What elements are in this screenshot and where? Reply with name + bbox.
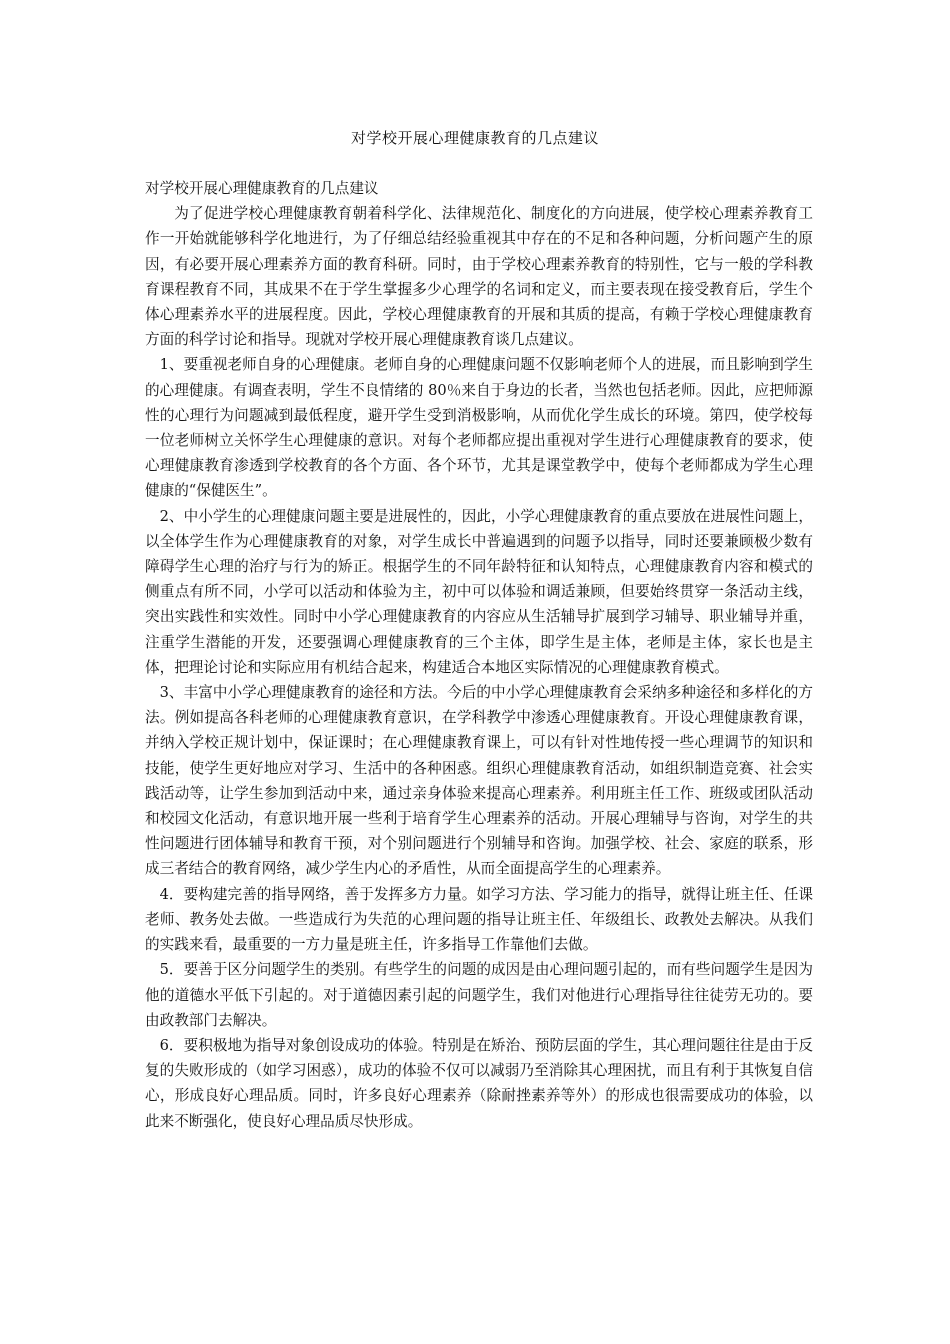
document-subtitle: 对学校开展心理健康教育的几点建议 bbox=[145, 180, 379, 197]
document-title: 对学校开展心理健康教育的几点建议 bbox=[350, 129, 599, 147]
suggestion-paragraph-5: 5．要善于区分问题学生的类别。有些学生的问题的成因是由心理问题引起的，而有些问题学生是因为他的道德水平低下引起的。对于道德因素引起的问题学生，我们对他进行心理指导往往徒劳无功的。要由政教部门去解决。 bbox=[145, 961, 813, 1029]
suggestion-paragraph-6: 6．要积极地为指导对象创设成功的体验。特别是在矫治、预防层面的学生，其心理问题往往是由于反复的失败形成的（如学习困惑），成功的体验不仅可以减弱乃至消除其心理困扰，而且有利于其恢复自信心，形成良好心理品质。同时，许多良好心理素养（除耐挫素养等外）的形成也很需要成功的体验，以此来不断强化，使良好心理品质尽快形成。 bbox=[145, 1036, 813, 1130]
suggestion-paragraph-4: 4．要构建完善的指导网络，善于发挥多方力量。如学习方法、学习能力的指导，就得让班主任、任课老师、教务处去做。一些造成行为失范的心理问题的指导让班主任、年级组长、政教处去解决。从我们的实践来看，最重要的一方力量是班主任，许多指导工作靠他们去做。 bbox=[145, 885, 813, 954]
intro-paragraph: 为了促进学校心理健康教育朝着科学化、法律规范化、制度化的方向进展，使学校心理素养教育工作一开始就能够科学化地进行，为了仔细总结经验重视其中存在的不足和各种问题，分析问题产生的原因，有必要开展心理素养方面的教育科研。同时，由于学校心理素养教育的特别性，它与一般的学科教育课程教育不同，其成果不在于学生掌握多少心理学的名词和定义，而主要表现在接受教育后，学生个体心理素养水平的进展程度。因此，学校心理健康教育的开展和其质的提高，有赖于学校心理健康教育方面的科学讨论和指导。现就对学校开展心理健康教育谈几点建议。 bbox=[145, 205, 813, 349]
suggestion-paragraph-2: 2、中小学生的心理健康问题主要是进展性的，因此，小学心理健康教育的重点要放在进展性问题上，以全体学生作为心理健康教育的对象，对学生成长中普遍遇到的问题予以指导，同时还要兼顾极少数有障碍学生心理的治疗与行为的矫正。根据学生的不同年龄特征和认知特点，心理健康教育内容和模式的侧重点有所不同，小学可以活动和体验为主，初中可以体验和调适兼顾，但要始终贯穿一条活动主线，突出实践性和实效性。同时中小学心理健康教育的内容应从生活辅导扩展到学习辅导、职业辅导并重，注重学生潜能的开发，还要强调心理健康教育的三个主体，即学生是主体，老师是主体，家长也是主体，把理论讨论和实际应用有机结合起来，构建适合本地区实际情况的心理健康教育模式。 bbox=[145, 507, 813, 676]
suggestion-paragraph-3: 3、丰富中小学心理健康教育的途径和方法。今后的中小学心理健康教育会采纳多种途径和多样化的方法。例如提高各科老师的心理健康教育意识，在学科教学中渗透心理健康教育。开设心理健康教育课，并纳入学校正规计划中，保证课时；在心理健康教育课上，可以有针对性地传授一些心理调节的知识和技能，使学生更好地应对学习、生活中的各种困惑。组织心理健康教育活动，如组织制造竞赛、社会实践活动等，让学生参加到活动中来，通过亲身体验来提高心理素养。利用班主任工作、班级或团队活动和校园文化活动，有意识地开展一些利于培育学生心理素养的活动。开展心理辅导与咨询，对学生的共性问题进行团体辅导和教育干预，对个别问题进行个别辅导和咨询。加强学校、社会、家庭的联系，形成三者结合的教育网络，减少学生内心的矛盾性，从而全面提高学生的心理素养。 bbox=[145, 684, 813, 878]
document-body bbox=[145, 176, 813, 1134]
suggestion-paragraph-1: 1、要重视老师自身的心理健康。老师自身的心理健康问题不仅影响老师个人的进展，而且影响到学生的心理健康。有调查表明，学生不良情绪的 80％来自于身边的长者，当然也包括老师。因此，应把师源性的心理行为问题减到最低程度，避开学生受到消极影响，从而优化学生成长的环境。第四，使学校每一位老师树立关怀学生心理健康的意识。对每个老师都应提出重视对学生进行心理健康教育的要求，使心理健康教育渗透到学校教育的各个方面、各个环节，尤其是课堂教学中，使每个老师都成为学生心理健康的“保健医生”。 bbox=[145, 356, 813, 500]
